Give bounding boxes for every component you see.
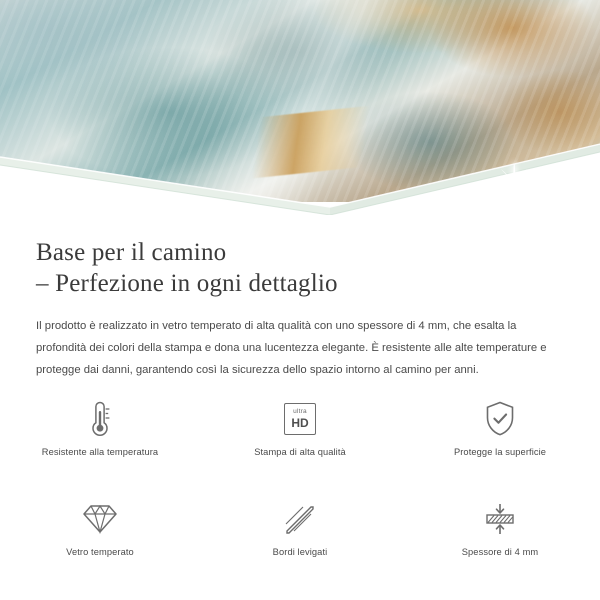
headline-line-2: – Perfezione in ogni dettaglio	[36, 270, 338, 297]
feature-grid	[0, 392, 600, 578]
sparkle-icon-small	[536, 182, 558, 204]
hero-image	[0, 0, 600, 215]
ultra-hd-icon	[284, 398, 316, 440]
feature-item-temperature	[0, 392, 200, 478]
diamond-icon	[82, 498, 118, 540]
ultra-hd-badge-top: ultra	[293, 408, 307, 416]
feature-item-tempered-glass	[0, 492, 200, 578]
polished-edges-icon	[283, 498, 317, 540]
feature-label: Protegge la superficie	[453, 447, 547, 457]
thickness-icon	[482, 498, 518, 540]
feature-label: Stampa di alta qualità	[254, 447, 346, 457]
feature-item-print-quality	[200, 392, 400, 478]
thermometer-icon	[87, 398, 113, 440]
sparkle-icon	[496, 164, 532, 200]
shield-check-icon	[483, 398, 517, 440]
feature-label: Resistente alla temperatura	[41, 447, 159, 457]
feature-item-polished-edges	[200, 492, 400, 578]
product-description: Il prodotto è realizzato in vetro temperato di alta qualità con uno spessore di 4 mm, che esalta la profondità dei colori della stampa e dona una lucentezza elegante. È resistente alle alte temperature e protegge dai danni, garantendo così la sicurezza dello spazio intorno al camino per anni.	[36, 320, 547, 376]
headline-line-1: Base per il camino	[36, 239, 227, 266]
marble-art-glass-panel	[0, 0, 600, 202]
text-content	[0, 215, 600, 381]
feature-label: Vetro temperato	[66, 547, 134, 557]
feature-label: Spessore di 4 mm	[461, 547, 539, 557]
feature-label: Bordi levigati	[272, 547, 328, 557]
ultra-hd-badge-bottom: HD	[291, 415, 309, 430]
feature-item-surface-protection	[400, 392, 600, 478]
feature-item-thickness	[400, 492, 600, 578]
page-title	[0, 215, 600, 299]
